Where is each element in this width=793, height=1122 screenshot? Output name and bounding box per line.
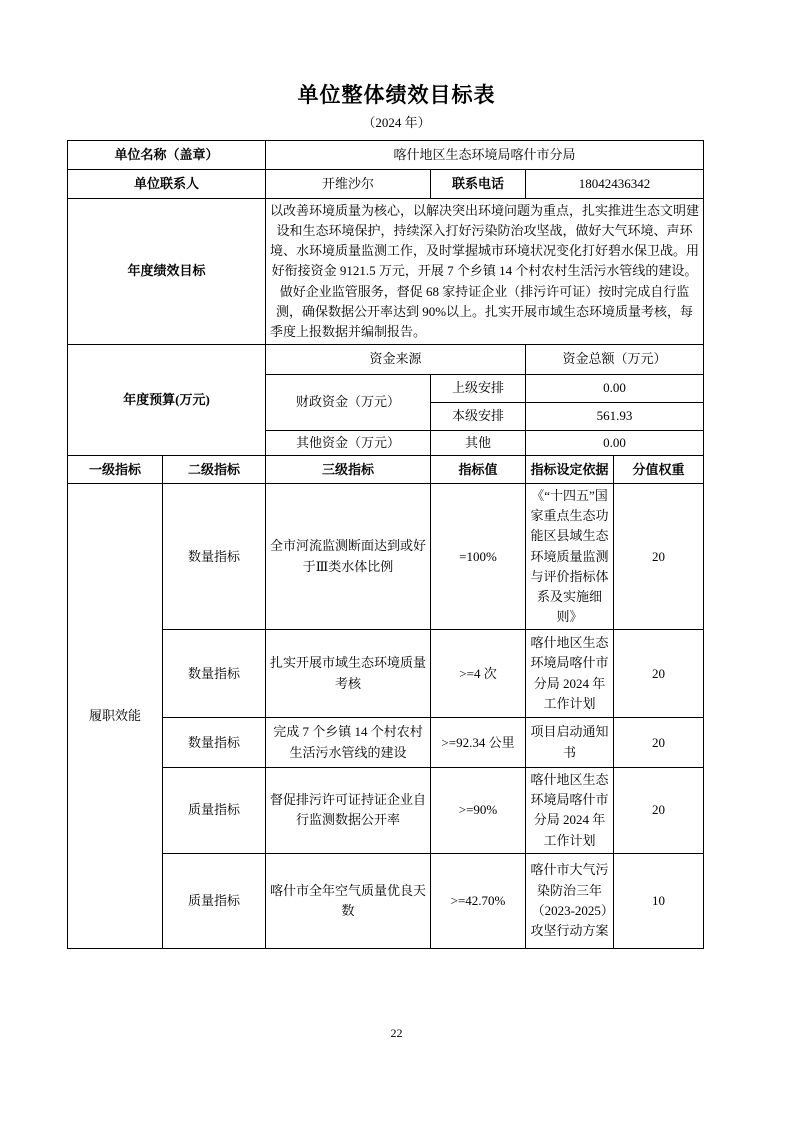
indicator-row [68,768,704,854]
indicator-weight: 20 [614,718,704,768]
phone-label: 联系电话 [431,170,526,199]
fiscal-funds-label: 财政资金（万元） [266,374,431,430]
indicator-value: >=90% [431,768,526,854]
header-level1: 一级指标 [68,456,163,484]
own-level-label: 本级安排 [431,402,526,430]
indicator-row [68,484,704,630]
page-title: 单位整体绩效目标表 [297,83,496,107]
unit-name-value: 喀什地区生态环境局喀什市分局 [266,141,704,170]
funding-source-header: 资金来源 [266,344,526,374]
header-level2: 二级指标 [163,456,266,484]
indicator-value: >=92.34 公里 [431,718,526,768]
other-funds-label: 其他资金（万元） [266,430,431,455]
budget-label: 年度预算(万元) [68,344,266,455]
indicator-basis: 喀什地区生态环境局喀什市分局 2024 年工作计划 [526,630,614,718]
level3-indicator: 扎实开展市域生态环境质量考核 [266,630,431,718]
contact-row [68,170,704,199]
header-basis: 指标设定依据 [526,456,614,484]
level3-indicator: 全市河流监测断面达到或好于Ⅲ类水体比例 [266,484,431,630]
page-subtitle: （2024 年） [362,115,431,130]
header-weight: 分值权重 [614,456,704,484]
phone-value: 18042436342 [526,170,704,199]
indicator-value: =100% [431,484,526,630]
performance-target-table [67,140,704,949]
indicator-weight: 20 [614,768,704,854]
level1-indicator: 履职效能 [68,484,163,949]
indicator-header-row [68,456,704,484]
indicator-basis: 喀什市大气污染防治三年（2023-2025）攻坚行动方案 [526,853,614,948]
indicator-row [68,630,704,718]
level2-indicator: 数量指标 [163,718,266,768]
level3-indicator: 完成 7 个乡镇 14 个村农村生活污水管线的建设 [266,718,431,768]
annual-goal-row [68,199,704,345]
indicator-basis: 项目启动通知书 [526,718,614,768]
level2-indicator: 数量指标 [163,630,266,718]
other-amount: 0.00 [526,430,704,455]
level2-indicator: 质量指标 [163,768,266,854]
annual-goal-label: 年度绩效目标 [68,199,266,345]
funding-total-header: 资金总额（万元） [526,344,704,374]
contact-name: 开维沙尔 [266,170,431,199]
page-number: 22 [390,1026,403,1040]
indicator-value: >=42.70% [431,853,526,948]
other-label: 其他 [431,430,526,455]
indicator-weight: 20 [614,484,704,630]
level3-indicator: 督促排污许可证持证企业自行监测数据公开率 [266,768,431,854]
indicator-weight: 10 [614,853,704,948]
indicator-row [68,718,704,768]
level2-indicator: 质量指标 [163,853,266,948]
indicator-value: >=4 次 [431,630,526,718]
header-level3: 三级指标 [266,456,431,484]
unit-name-row [68,141,704,170]
level3-indicator: 喀什市全年空气质量优良天数 [266,853,431,948]
indicator-basis: 《“十四五”国家重点生态功能区县域生态环境质量监测与评价指标体系及实施细则》 [526,484,614,630]
indicator-basis: 喀什地区生态环境局喀什市分局 2024 年工作计划 [526,768,614,854]
own-level-amount: 561.93 [526,402,704,430]
superior-arrangement-amount: 0.00 [526,374,704,402]
annual-goal-text: 以改善环境质量为核心，以解决突出环境问题为重点，扎实推进生态文明建设和生态环境保护，持续深入打好污染防治攻坚战，做好大气环境、声环境、水环境质量监测工作，及时掌握城市环境状况变化打好碧水保卫战。用好衔接资金 9121.5 万元，开展 7 个乡镇 14 个村农村生活污水管线的建设。做好企业监管服务，督促 68 家持证企业（排污许可证）按时完成自行监测，确保数据公开率达到 90%以上。扎实开展市域生态环境质量考核，每季度上报数据并编制报告。 [266,199,704,345]
level2-indicator: 数量指标 [163,484,266,630]
superior-arrangement-label: 上级安排 [431,374,526,402]
indicator-row [68,853,704,948]
header-value: 指标值 [431,456,526,484]
contact-label: 单位联系人 [68,170,266,199]
indicator-weight: 20 [614,630,704,718]
unit-name-label: 单位名称（盖章） [68,141,266,170]
budget-header-row [68,344,704,374]
